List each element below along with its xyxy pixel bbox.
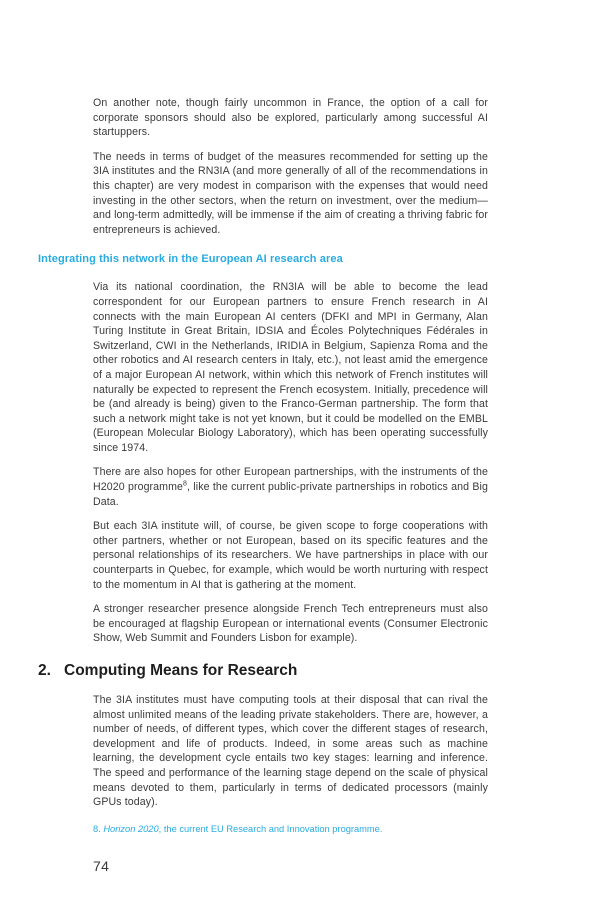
- section-title: Computing Means for Research: [64, 662, 298, 679]
- footnote-text: , the current EU Research and Innovation programme.: [158, 823, 383, 834]
- footnote-reference-superscript: 8: [183, 480, 188, 488]
- body-paragraph: [93, 465, 488, 509]
- footnote: [93, 823, 488, 835]
- body-paragraph: The needs in terms of budget of the measures recommended for setting up the 3IA institutes and the RN3IA (and more generally of all of the recommendations in this chapter) are very modest in comparison with the expenses that would need investing in the other sectors, when the return on investment, over the medium—and long-term admittedly, will be immense if the aim of creating a thriving fabric for entrepreneurs is achieved.: [93, 150, 488, 236]
- section-heading: [38, 661, 488, 680]
- body-paragraph: The 3IA institutes must have computing tools at their disposal that can rival the almost unlimited means of the leading private stakeholders. There are, however, a number of needs, of different types, which cover the different stages of research, development and life of products. Indeed, in some areas such as machine learning, the development cycle entails two key stages: learning and inference. The speed and performance of the learning stage depend on the scale of physical means devoted to them, particularly in terms of dedicated processors (mainly GPUs today).: [93, 694, 488, 809]
- page-number: 74: [93, 857, 110, 874]
- subsection-heading: Integrating this network in the European AI research area: [38, 253, 343, 266]
- paragraph-text: There are also hopes for other European partnerships, with the instruments of the H2020 programme: [93, 466, 488, 494]
- footnote-marker: 8.: [93, 823, 104, 834]
- body-paragraph: But each 3IA institute will, of course, be given scope to forge cooperations with other partners, whether or not European, based on its specific features and the personal relationships of its researchers. We have partnerships in place with our counterparts in Quebec, for example, which would be worth nurturing with respect to the momentum in AI that is gathering at the moment.: [93, 520, 488, 591]
- body-paragraph: On another note, though fairly uncommon in France, the option of a call for corporate sponsors should also be explored, particularly among successful AI startuppers.: [93, 97, 488, 139]
- body-paragraph: A stronger researcher presence alongside French Tech entrepreneurs must also be encouraged at flagship European or international events (Consumer Electronic Show, Web Summit and Founders Lisbon for example).: [93, 603, 488, 645]
- paragraph-text: , like the current public-private partnerships in robotics and Big Data.: [93, 481, 488, 508]
- footnote-source-italic: Horizon 2020: [103, 823, 159, 834]
- section-number: 2.: [38, 662, 51, 679]
- page-content: [38, 96, 488, 874]
- body-paragraph: Via its national coordination, the RN3IA will be able to become the lead correspondent for our European partners to ensure French research in AI connects with the main European AI centers (DFKI and MPI in Germany, Alan Turing Institute in Great Britain, IDSIA and Écoles Polytechniques Fédérales in Switzerland, CWI in the Netherlands, IRIDIA in Belgium, Sapienza Roma and the other robotics and AI research centers in Italy, etc.), not least amid the emergence of a major European AI network, within which this network of French institutes will naturally be expected to represent the French ecosystem. Initially, precedence will be (and already is being) given to the Franco-German partnership. The form that such a network might take is not yet known, but it could be modelled on the EMBL (European Molecular Biology Laboratory), which has been operating successfully since 1974.: [93, 281, 488, 454]
